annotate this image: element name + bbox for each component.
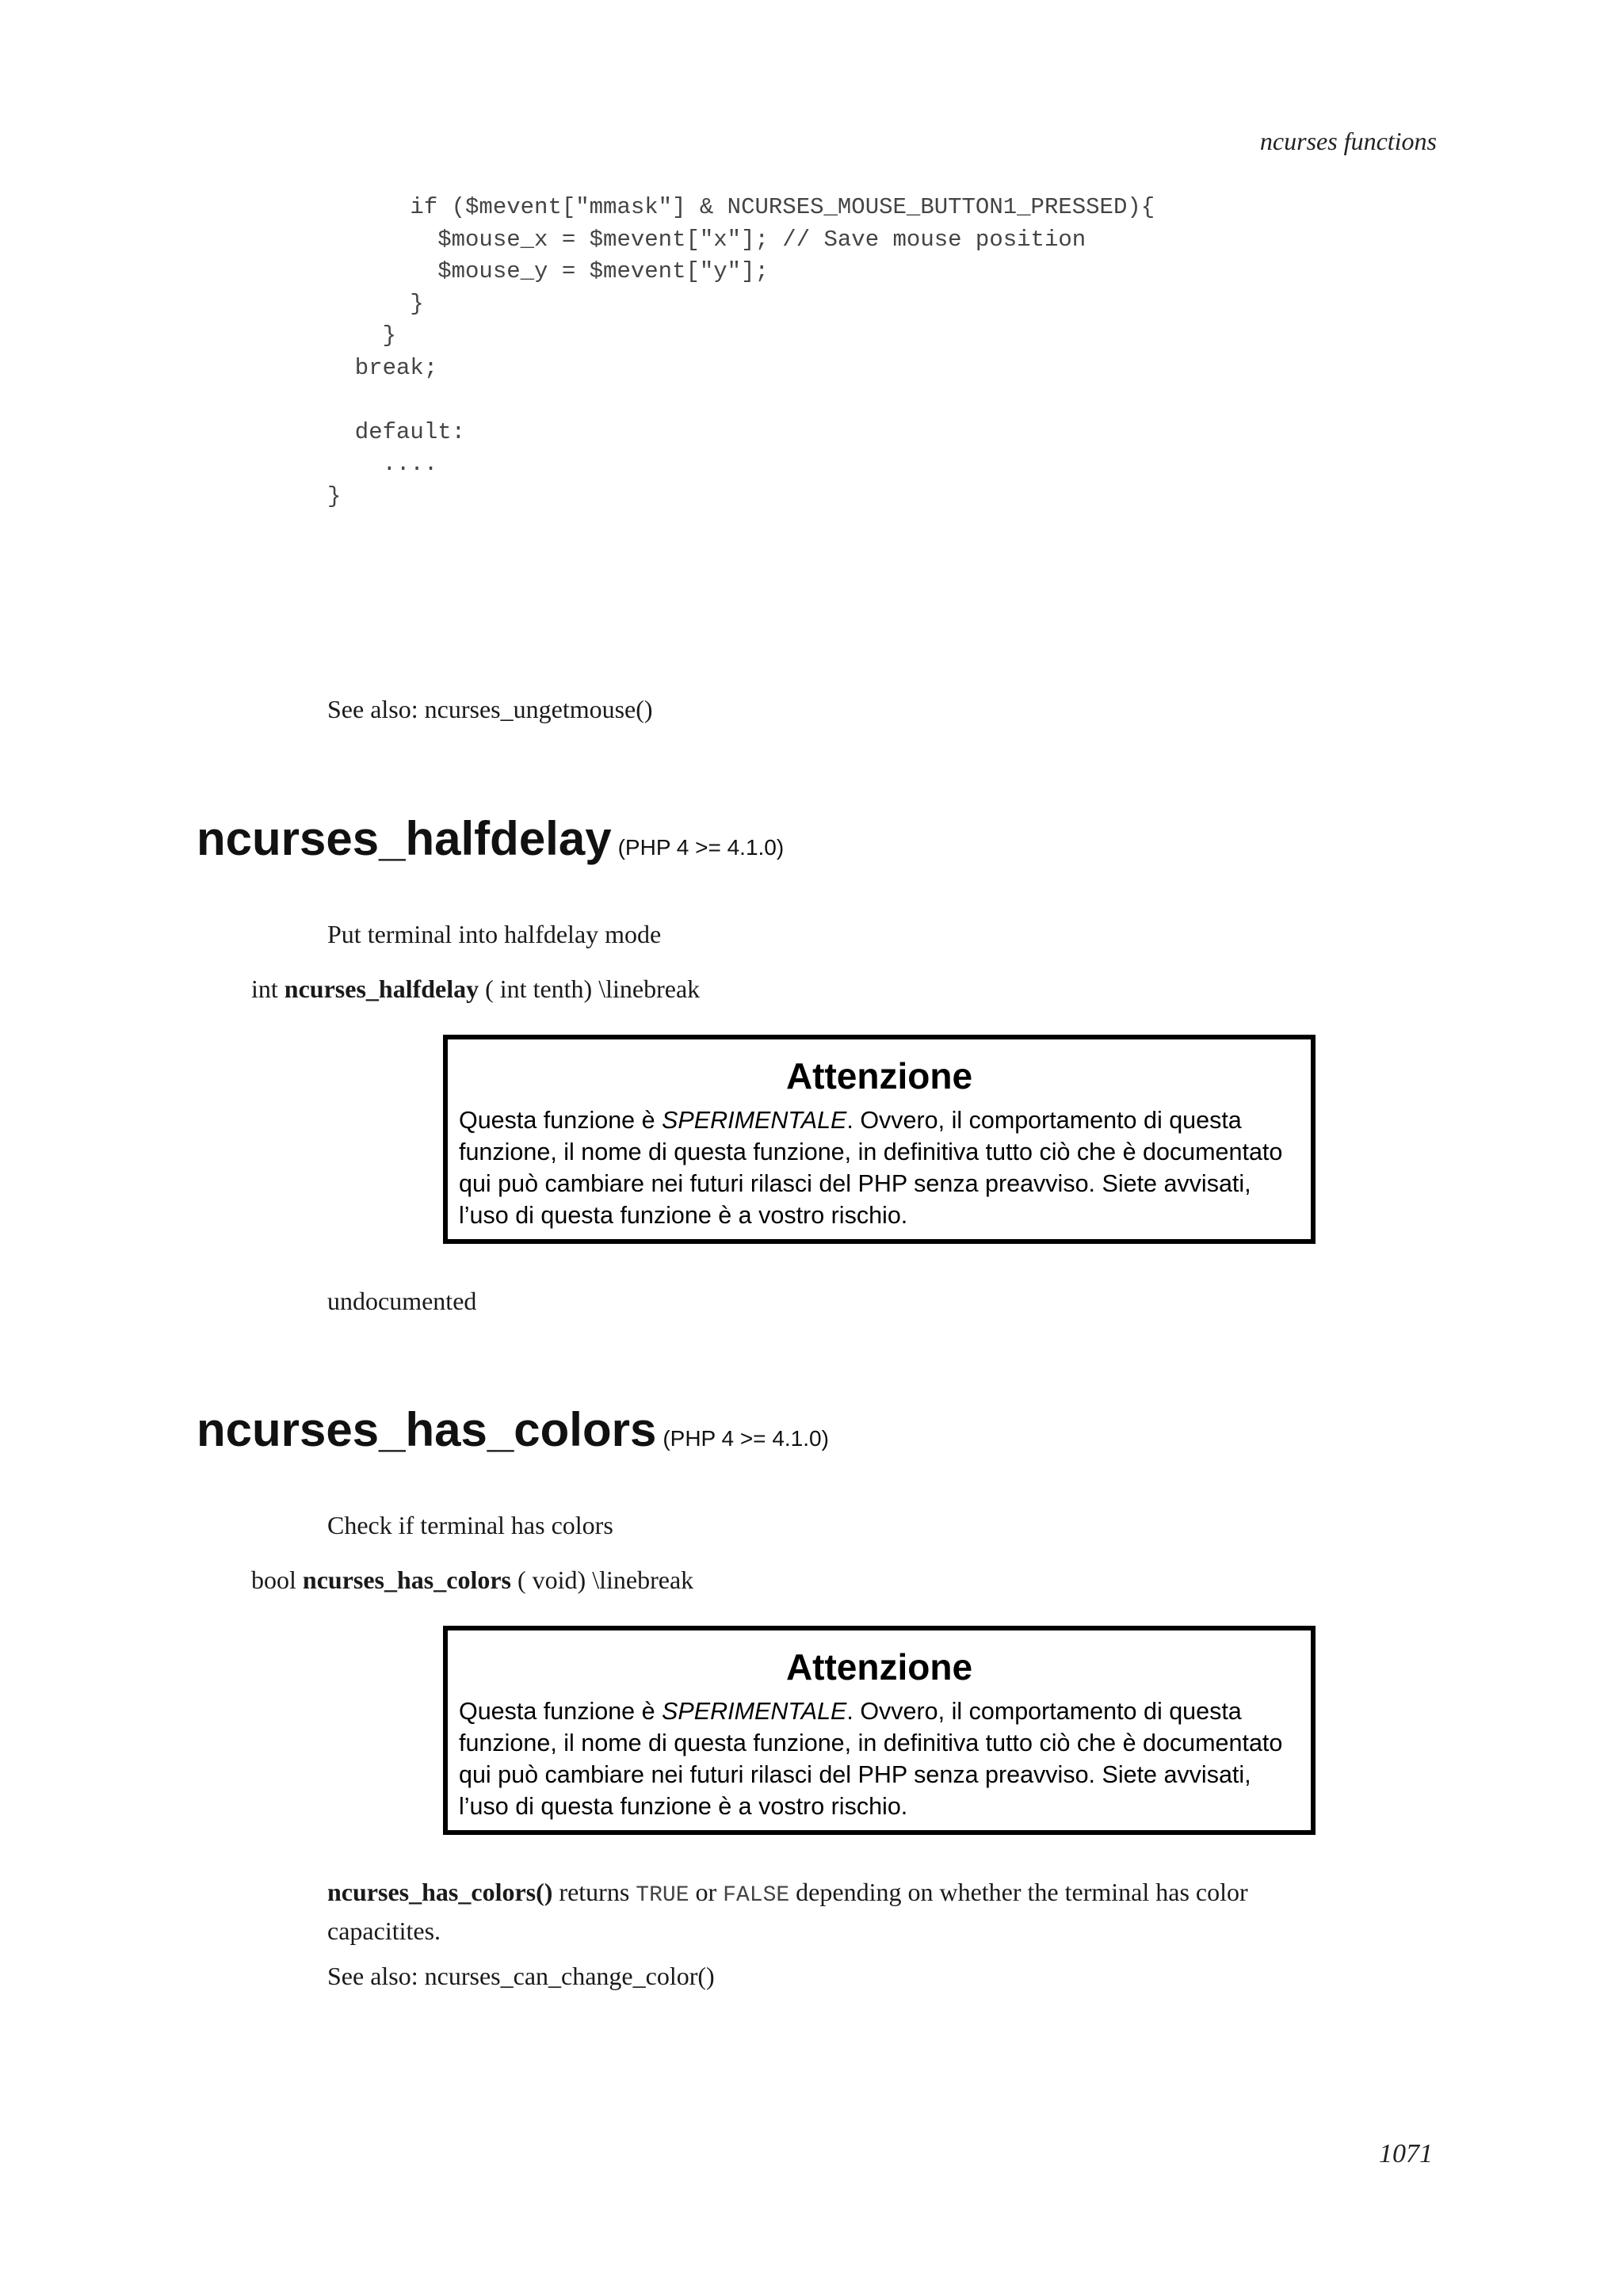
synopsis-args: ( int tenth) \linebreak <box>485 974 701 1003</box>
synopsis-has-colors <box>251 1566 693 1595</box>
purpose-halfdelay: Put terminal into halfdelay mode <box>327 920 662 948</box>
synopsis-args: ( void) \linebreak <box>517 1566 694 1594</box>
return-type: int <box>251 974 278 1003</box>
synopsis-halfdelay <box>251 974 700 1004</box>
warning-emphasis: SPERIMENTALE <box>662 1107 847 1134</box>
warning-title: Attenzione <box>785 1055 973 1097</box>
page-number: 1071 <box>1379 2139 1433 2168</box>
warning-text: Questa funzione è SPERIMENTALE. Ovvero, il comportamento di questa funzione, il nome di questa funzione, in definitiva tutto ciò che è documentato qui può cambiare nei futuri rilasci del PHP senza preavviso. Siete avvisati, l’uso di questa funzione è a vostro rischio. <box>459 1698 1283 1820</box>
description-halfdelay: undocumented <box>327 1287 477 1315</box>
warning-box-halfdelay <box>443 1035 1316 1244</box>
warning-emphasis: SPERIMENTALE <box>662 1698 847 1725</box>
see-also-can-change-color: See also: ncurses_can_change_color() <box>327 1962 715 1990</box>
warning-box-has-colors <box>443 1626 1316 1835</box>
version-note: (PHP 4 >= 4.1.0) <box>617 835 785 860</box>
returns-function-name: ncurses_has_colors() <box>327 1878 553 1906</box>
true-constant: TRUE <box>636 1883 689 1908</box>
function-name: ncurses_halfdelay <box>197 812 612 865</box>
synopsis-function-name: ncurses_has_colors <box>302 1566 511 1594</box>
version-note: (PHP 4 >= 4.1.0) <box>663 1426 829 1451</box>
synopsis-function-name: ncurses_halfdelay <box>284 974 479 1003</box>
code-snippet: if ($mevent["mmask"] & NCURSES_MOUSE_BUTTON1_PRESSED){ $mouse_x = $mevent["x"]; // Save mouse position $mouse_y = $mevent["y"]; } } break; default: .... } <box>327 194 1155 509</box>
warning-title: Attenzione <box>785 1646 973 1688</box>
warning-text: Questa funzione è SPERIMENTALE. Ovvero, il comportamento di questa funzione, il nome di questa funzione, in definitiva tutto ciò che è documentato qui può cambiare nei futuri rilasci del PHP senza preavviso. Siete avvisati, l’uso di questa funzione è a vostro rischio. <box>459 1107 1283 1229</box>
purpose-has-colors: Check if terminal has colors <box>327 1511 613 1539</box>
heading-ncurses-halfdelay <box>197 811 784 875</box>
false-constant: FALSE <box>723 1883 790 1908</box>
function-name: ncurses_has_colors <box>197 1403 657 1456</box>
return-type: bool <box>251 1566 296 1594</box>
see-also-ungetmouse: See also: ncurses_ungetmouse() <box>327 695 653 723</box>
returns-has-colors: ncurses_has_colors() returns TRUE or FALSE depending on whether the terminal has color capacitites. <box>327 1878 1248 1945</box>
heading-ncurses-has-colors <box>197 1402 829 1466</box>
running-header: ncurses functions <box>1259 127 1437 155</box>
